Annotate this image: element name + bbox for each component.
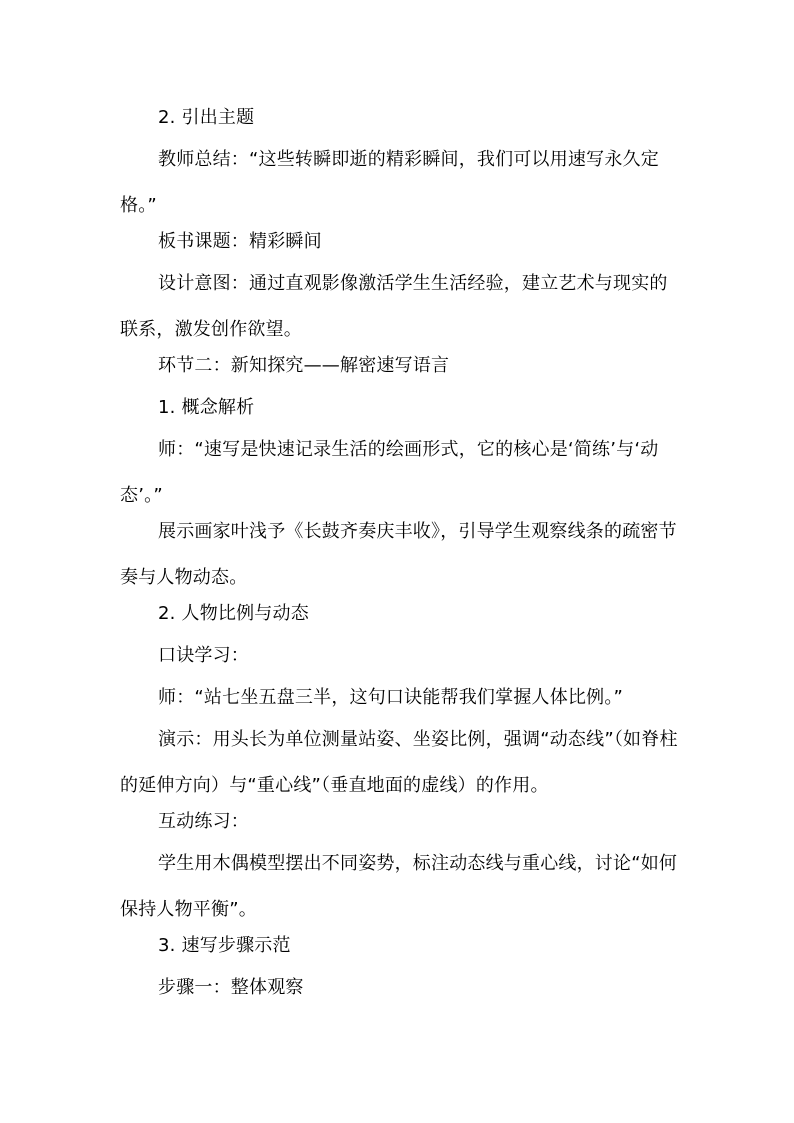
paragraph-student-activity: 学生用木偶模型摆出不同姿势，标注动态线与重心线，讨论“如何保持人物平衡”。 xyxy=(120,853,678,920)
paragraph-board-title: 板书课题：精彩瞬间 xyxy=(158,231,322,252)
paragraph-teacher-summary: 教师总结：“这些转瞬即逝的精彩瞬间，我们可以用速写永久定格。” xyxy=(120,149,659,216)
paragraph-rhyme-study: 口诀学习： xyxy=(158,645,249,666)
paragraph-demonstration: 演示：用头长为单位测量站姿、坐姿比例，强调“动态线”（如脊柱的延伸方向）与“重心线”（垂直地面的虚线）的作用。 xyxy=(120,729,678,796)
heading-proportion-dynamics: 2. 人物比例与动态 xyxy=(158,603,309,624)
heading-concept-analysis: 1. 概念解析 xyxy=(158,397,255,418)
paragraph-step-one: 步骤一：整体观察 xyxy=(158,977,304,998)
paragraph-design-intent: 设计意图：通过直观影像激活学生生活经验，建立艺术与现实的联系，激发创作欲望。 xyxy=(120,273,668,340)
paragraph-interactive-practice: 互动练习： xyxy=(158,811,249,832)
paragraph-artwork-display: 展示画家叶浅予《长鼓齐奏庆丰收》，引导学生观察线条的疏密节奏与人物动态。 xyxy=(120,521,677,588)
heading-introduce-theme: 2. 引出主题 xyxy=(158,107,255,128)
heading-sketch-steps: 3. 速写步骤示范 xyxy=(158,935,291,956)
heading-section-two: 环节二：新知探究——解密速写语言 xyxy=(158,355,450,376)
paragraph-teacher-rhyme: 师：“站七坐五盘三半，这句口诀能帮我们掌握人体比例。” xyxy=(158,687,624,708)
paragraph-teacher-concept: 师：“速写是快速记录生活的绘画形式，它的核心是‘简练’与‘动态’。” xyxy=(120,439,659,506)
